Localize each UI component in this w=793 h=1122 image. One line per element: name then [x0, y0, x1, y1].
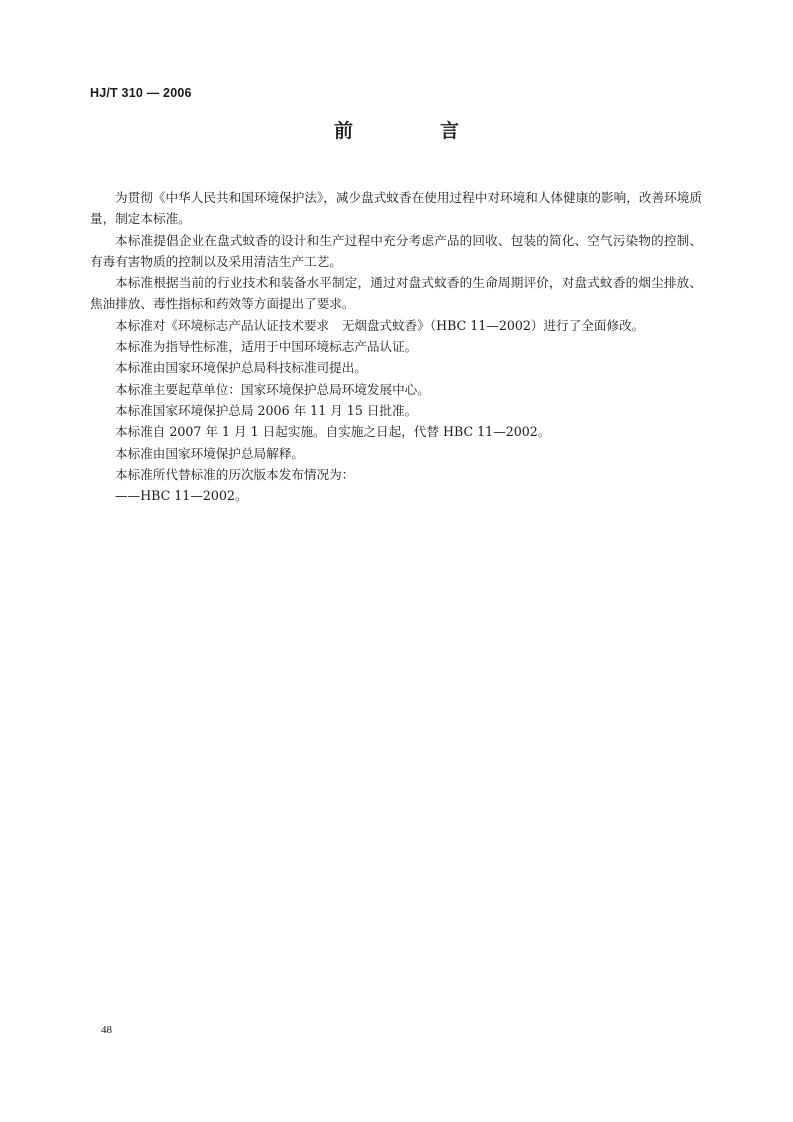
paragraph-revision: 本标准对《环境标志产品认证技术要求 无烟盘式蚊香》（HBC 11—2002）进行了全面修改。 [115, 317, 645, 333]
paragraph-purpose: 为贯彻《中华人民共和国环境保护法》，减少盘式蚊香在使用过程中对环境和人体健康的影响，改善环境质量，制定本标准。 [90, 190, 702, 227]
paragraph-basis: 本标准根据当前的行业技术和装备水平制定，通过对盘式蚊香的生命周期评价，对盘式蚊香的烟尘排放、焦油排放、毒性指标和药效等方面提出了要求。 [90, 275, 702, 312]
page-number: 48 [101, 1024, 112, 1036]
paragraph-history-item: ——HBC 11—2002。 [115, 488, 248, 504]
paragraph-history-intro: 本标准所代替标准的历次版本发布情况为： [115, 466, 355, 482]
foreword-body [90, 187, 702, 506]
paragraph-proposer: 本标准由国家环境保护总局科技标准司提出。 [115, 360, 367, 376]
page-title: 前 言 [333, 120, 493, 142]
paragraph-encouragement: 本标准提倡企业在盘式蚊香的设计和生产过程中充分考虑产品的回收、包装的简化、空气污染物的控制、有毒有害物质的控制以及采用清洁生产工艺。 [90, 232, 702, 269]
paragraph-drafter: 本标准主要起草单位：国家环境保护总局环境发展中心。 [115, 381, 430, 397]
paragraph-effective-date: 本标准自 2007 年 1 月 1 日起实施。自实施之日起，代替 HBC 11—2002。 [115, 424, 551, 440]
standard-code: HJ/T 310 — 2006 [90, 86, 192, 100]
paragraph-scope: 本标准为指导性标准，适用于中国环境标志产品认证。 [115, 339, 418, 355]
paragraph-approval: 本标准国家环境保护总局 2006 年 11 月 15 日批准。 [115, 402, 418, 418]
paragraph-interpretation: 本标准由国家环境保护总局解释。 [115, 445, 304, 461]
